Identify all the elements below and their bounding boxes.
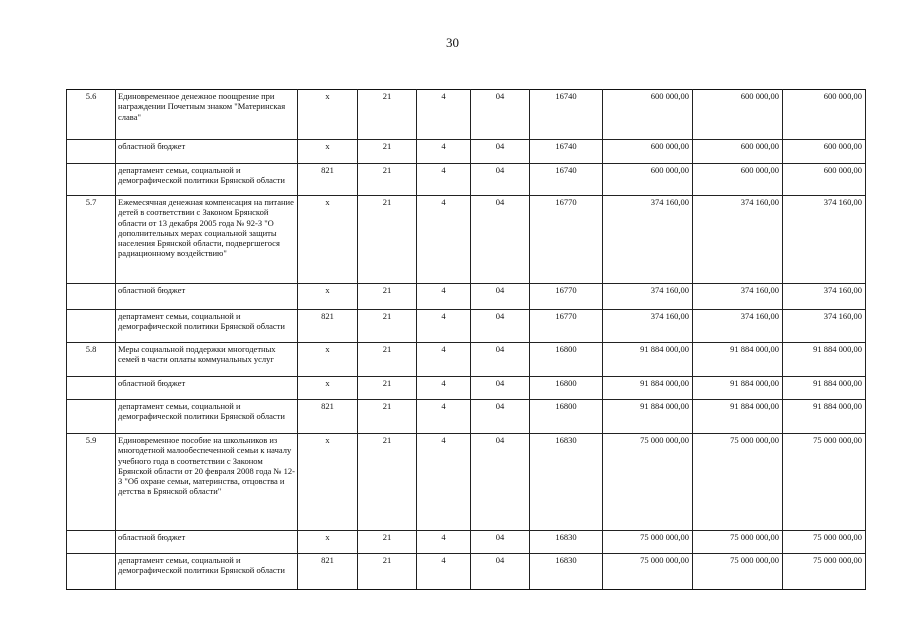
cell-c2: 21 (358, 434, 417, 531)
cell-c4: 04 (471, 310, 530, 343)
cell-num (67, 140, 116, 164)
table-row (67, 400, 866, 434)
cell-c4: 04 (471, 434, 530, 531)
cell-v1: 600 000,00 (603, 164, 693, 196)
cell-c2: 21 (358, 164, 417, 196)
cell-v3: 600 000,00 (783, 164, 866, 196)
cell-v1: 374 160,00 (603, 284, 693, 310)
cell-c4: 04 (471, 377, 530, 400)
cell-c2: 21 (358, 140, 417, 164)
cell-name: областной бюджет (116, 284, 298, 310)
cell-c1: х (298, 90, 358, 140)
cell-c5: 16770 (530, 196, 603, 284)
cell-v3: 75 000 000,00 (783, 531, 866, 554)
cell-c2: 21 (358, 310, 417, 343)
cell-v3: 75 000 000,00 (783, 554, 866, 590)
cell-c2: 21 (358, 377, 417, 400)
cell-num (67, 164, 116, 196)
cell-v3: 374 160,00 (783, 284, 866, 310)
cell-v2: 600 000,00 (693, 164, 783, 196)
cell-c1: х (298, 284, 358, 310)
cell-name: Ежемесячная денежная компенсация на питание детей в соответствии с Законом Брянской области от 13 декабря 2005 года № 92-З "О дополнительных мерах социальной защиты населения Брянской области, подвергшегося радиационному воздействию" (116, 196, 298, 284)
cell-v2: 75 000 000,00 (693, 554, 783, 590)
cell-c1: х (298, 377, 358, 400)
cell-v2: 75 000 000,00 (693, 531, 783, 554)
cell-c1: 821 (298, 164, 358, 196)
cell-c1: х (298, 343, 358, 377)
cell-v1: 91 884 000,00 (603, 377, 693, 400)
cell-c1: 821 (298, 554, 358, 590)
cell-c1: х (298, 196, 358, 284)
cell-num (67, 284, 116, 310)
cell-num (67, 554, 116, 590)
cell-num (67, 400, 116, 434)
cell-c4: 04 (471, 400, 530, 434)
cell-num (67, 531, 116, 554)
cell-c1: 821 (298, 310, 358, 343)
cell-c3: 4 (417, 343, 471, 377)
cell-c4: 04 (471, 343, 530, 377)
cell-num: 5.6 (67, 90, 116, 140)
cell-c1: х (298, 140, 358, 164)
cell-c5: 16770 (530, 310, 603, 343)
cell-v3: 374 160,00 (783, 196, 866, 284)
table-row (67, 164, 866, 196)
cell-v1: 91 884 000,00 (603, 400, 693, 434)
cell-c2: 21 (358, 400, 417, 434)
cell-c5: 16770 (530, 284, 603, 310)
cell-v2: 374 160,00 (693, 310, 783, 343)
cell-c4: 04 (471, 531, 530, 554)
cell-num (67, 377, 116, 400)
cell-c2: 21 (358, 531, 417, 554)
cell-c5: 16740 (530, 164, 603, 196)
cell-v1: 600 000,00 (603, 140, 693, 164)
cell-num (67, 310, 116, 343)
table-row (67, 140, 866, 164)
cell-name: Единовременное пособие на школьников из многодетной малообеспеченной семьи к началу учебного года в соответствии с Законом Брянской области от 20 февраля 2008 года № 12-З "Об охране семьи, материнства, отцовства и детства в Брянской области" (116, 434, 298, 531)
cell-v3: 91 884 000,00 (783, 400, 866, 434)
cell-name: департамент семьи, социальной и демографической политики Брянской области (116, 554, 298, 590)
cell-c2: 21 (358, 554, 417, 590)
cell-v3: 91 884 000,00 (783, 377, 866, 400)
cell-c5: 16740 (530, 90, 603, 140)
cell-v2: 600 000,00 (693, 140, 783, 164)
cell-v2: 374 160,00 (693, 196, 783, 284)
cell-name: Меры социальной поддержки многодетных семей в части оплаты коммунальных услуг (116, 343, 298, 377)
cell-v1: 91 884 000,00 (603, 343, 693, 377)
cell-num: 5.8 (67, 343, 116, 377)
cell-name: департамент семьи, социальной и демографической политики Брянской области (116, 400, 298, 434)
cell-c3: 4 (417, 434, 471, 531)
cell-v2: 91 884 000,00 (693, 377, 783, 400)
table-row (67, 90, 866, 140)
cell-c5: 16800 (530, 343, 603, 377)
cell-c5: 16800 (530, 400, 603, 434)
table-body (67, 90, 866, 590)
table-row (67, 434, 866, 531)
cell-name: департамент семьи, социальной и демографической политики Брянской области (116, 164, 298, 196)
cell-c3: 4 (417, 310, 471, 343)
cell-c3: 4 (417, 400, 471, 434)
cell-c2: 21 (358, 196, 417, 284)
cell-v2: 75 000 000,00 (693, 434, 783, 531)
cell-v2: 600 000,00 (693, 90, 783, 140)
cell-v3: 600 000,00 (783, 90, 866, 140)
cell-c3: 4 (417, 196, 471, 284)
cell-name: областной бюджет (116, 531, 298, 554)
cell-c3: 4 (417, 90, 471, 140)
cell-c4: 04 (471, 90, 530, 140)
cell-v3: 91 884 000,00 (783, 343, 866, 377)
cell-v1: 75 000 000,00 (603, 434, 693, 531)
cell-v2: 91 884 000,00 (693, 343, 783, 377)
table-row (67, 196, 866, 284)
cell-v3: 600 000,00 (783, 140, 866, 164)
table-row (67, 554, 866, 590)
cell-c4: 04 (471, 140, 530, 164)
cell-c5: 16830 (530, 531, 603, 554)
cell-c1: х (298, 531, 358, 554)
cell-c3: 4 (417, 164, 471, 196)
page-number: 30 (446, 35, 459, 50)
cell-c4: 04 (471, 284, 530, 310)
cell-v1: 374 160,00 (603, 310, 693, 343)
cell-c5: 16830 (530, 434, 603, 531)
cell-v3: 75 000 000,00 (783, 434, 866, 531)
cell-v1: 600 000,00 (603, 90, 693, 140)
cell-c5: 16740 (530, 140, 603, 164)
cell-c2: 21 (358, 90, 417, 140)
cell-c2: 21 (358, 343, 417, 377)
table-row (67, 310, 866, 343)
cell-v1: 75 000 000,00 (603, 554, 693, 590)
cell-c3: 4 (417, 554, 471, 590)
table-row (67, 343, 866, 377)
cell-name: департамент семьи, социальной и демографической политики Брянской области (116, 310, 298, 343)
cell-v1: 75 000 000,00 (603, 531, 693, 554)
cell-v3: 374 160,00 (783, 310, 866, 343)
cell-name: областной бюджет (116, 377, 298, 400)
cell-c3: 4 (417, 377, 471, 400)
cell-c5: 16800 (530, 377, 603, 400)
cell-c2: 21 (358, 284, 417, 310)
cell-v2: 91 884 000,00 (693, 400, 783, 434)
cell-v1: 374 160,00 (603, 196, 693, 284)
cell-name: Единовременное денежное поощрение при награждении Почетным знаком "Материнская слава" (116, 90, 298, 140)
cell-c1: х (298, 434, 358, 531)
cell-v2: 374 160,00 (693, 284, 783, 310)
cell-num: 5.9 (67, 434, 116, 531)
cell-name: областной бюджет (116, 140, 298, 164)
cell-c3: 4 (417, 140, 471, 164)
cell-c1: 821 (298, 400, 358, 434)
cell-num: 5.7 (67, 196, 116, 284)
cell-c3: 4 (417, 531, 471, 554)
table-row (67, 284, 866, 310)
table-row (67, 377, 866, 400)
cell-c5: 16830 (530, 554, 603, 590)
cell-c4: 04 (471, 196, 530, 284)
cell-c4: 04 (471, 554, 530, 590)
budget-table (66, 89, 866, 590)
cell-c4: 04 (471, 164, 530, 196)
table-row (67, 531, 866, 554)
cell-c3: 4 (417, 284, 471, 310)
